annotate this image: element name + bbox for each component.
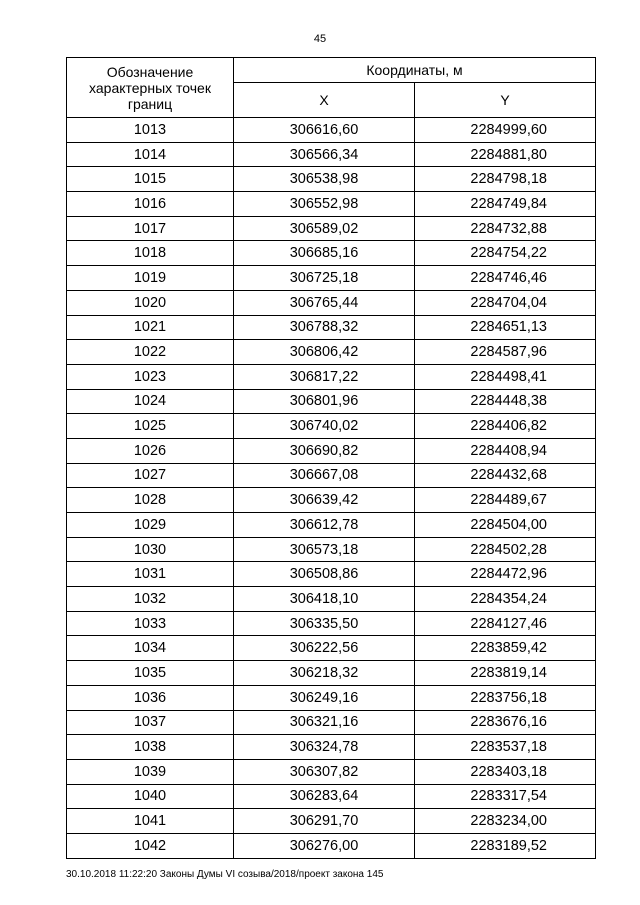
x-coordinate-cell: 306307,82 [234,759,415,784]
table-row [67,438,596,463]
point-id-cell: 1038 [67,735,234,760]
point-id-cell: 1027 [67,463,234,488]
table-row [67,587,596,612]
x-coordinate-cell: 306788,32 [234,315,415,340]
point-id-cell: 1013 [67,118,234,143]
table-row [67,488,596,513]
y-coordinate-cell: 2284587,96 [415,340,596,365]
y-coordinate-cell: 2283859,42 [415,636,596,661]
y-coordinate-cell: 2284406,82 [415,414,596,439]
y-coordinate-cell: 2283537,18 [415,735,596,760]
y-coordinate-cell: 2283317,54 [415,784,596,809]
x-coordinate-cell: 306612,78 [234,513,415,538]
table-row [67,537,596,562]
point-id-cell: 1020 [67,290,234,315]
x-coordinate-cell: 306725,18 [234,266,415,291]
table-row [67,759,596,784]
y-coordinate-cell: 2284732,88 [415,216,596,241]
point-id-cell: 1031 [67,562,234,587]
y-coordinate-cell: 2284749,84 [415,192,596,217]
x-coordinate-cell: 306801,96 [234,389,415,414]
y-coordinate-cell: 2284704,04 [415,290,596,315]
x-coordinate-cell: 306740,02 [234,414,415,439]
x-coordinate-cell: 306566,34 [234,142,415,167]
y-coordinate-cell: 2283676,16 [415,710,596,735]
coordinates-table [66,57,596,859]
point-id-cell: 1016 [67,192,234,217]
table-row [67,710,596,735]
point-id-cell: 1042 [67,833,234,858]
point-id-cell: 1014 [67,142,234,167]
footer-note: 30.10.2018 11:22:20 Законы Думы VI созыва/2018/проект закона 145 [66,869,384,880]
point-id-cell: 1015 [67,167,234,192]
y-coordinate-cell: 2284432,68 [415,463,596,488]
y-coordinate-cell: 2284354,24 [415,587,596,612]
table-row [67,784,596,809]
point-id-cell: 1032 [67,587,234,612]
point-id-cell: 1024 [67,389,234,414]
y-coordinate-cell: 2284489,67 [415,488,596,513]
y-coordinate-cell: 2283819,14 [415,661,596,686]
x-coordinate-cell: 306324,78 [234,735,415,760]
y-coordinate-cell: 2283756,18 [415,685,596,710]
header-y: Y [415,83,596,118]
point-id-cell: 1029 [67,513,234,538]
header-point-label: Обозначение характерных точек границ [67,58,234,118]
x-coordinate-cell: 306321,16 [234,710,415,735]
y-coordinate-cell: 2284999,60 [415,118,596,143]
table-row [67,636,596,661]
table-row [67,414,596,439]
y-coordinate-cell: 2284504,00 [415,513,596,538]
table-row [67,266,596,291]
x-coordinate-cell: 306667,08 [234,463,415,488]
y-coordinate-cell: 2283403,18 [415,759,596,784]
x-coordinate-cell: 306283,64 [234,784,415,809]
y-coordinate-cell: 2284651,13 [415,315,596,340]
table-row [67,513,596,538]
point-id-cell: 1033 [67,611,234,636]
table-row [67,118,596,143]
x-coordinate-cell: 306639,42 [234,488,415,513]
x-coordinate-cell: 306418,10 [234,587,415,612]
table-row [67,364,596,389]
table-row [67,192,596,217]
x-coordinate-cell: 306552,98 [234,192,415,217]
y-coordinate-cell: 2284127,46 [415,611,596,636]
table-row [67,290,596,315]
table-row [67,809,596,834]
y-coordinate-cell: 2283189,52 [415,833,596,858]
x-coordinate-cell: 306222,56 [234,636,415,661]
point-id-cell: 1030 [67,537,234,562]
table-row [67,735,596,760]
table-row [67,463,596,488]
table-row [67,685,596,710]
point-id-cell: 1023 [67,364,234,389]
header-x: X [234,83,415,118]
point-id-cell: 1022 [67,340,234,365]
table-row [67,389,596,414]
table-row [67,315,596,340]
table-header [67,58,596,118]
x-coordinate-cell: 306538,98 [234,167,415,192]
table-row [67,833,596,858]
point-id-cell: 1040 [67,784,234,809]
y-coordinate-cell: 2284408,94 [415,438,596,463]
x-coordinate-cell: 306291,70 [234,809,415,834]
point-id-cell: 1035 [67,661,234,686]
point-id-cell: 1028 [67,488,234,513]
y-coordinate-cell: 2284746,46 [415,266,596,291]
x-coordinate-cell: 306218,32 [234,661,415,686]
point-id-cell: 1041 [67,809,234,834]
y-coordinate-cell: 2284448,38 [415,389,596,414]
point-id-cell: 1034 [67,636,234,661]
page-number: 45 [313,33,327,45]
table-row [67,661,596,686]
point-id-cell: 1019 [67,266,234,291]
y-coordinate-cell: 2284881,80 [415,142,596,167]
y-coordinate-cell: 2284498,41 [415,364,596,389]
point-id-cell: 1036 [67,685,234,710]
header-coordinates: Координаты, м [234,58,596,83]
x-coordinate-cell: 306690,82 [234,438,415,463]
table-row [67,167,596,192]
table-row [67,241,596,266]
x-coordinate-cell: 306817,22 [234,364,415,389]
y-coordinate-cell: 2284502,28 [415,537,596,562]
point-id-cell: 1021 [67,315,234,340]
x-coordinate-cell: 306573,18 [234,537,415,562]
point-id-cell: 1025 [67,414,234,439]
x-coordinate-cell: 306616,60 [234,118,415,143]
x-coordinate-cell: 306276,00 [234,833,415,858]
x-coordinate-cell: 306335,50 [234,611,415,636]
table-row [67,340,596,365]
point-id-cell: 1017 [67,216,234,241]
y-coordinate-cell: 2284754,22 [415,241,596,266]
table-row [67,216,596,241]
y-coordinate-cell: 2284472,96 [415,562,596,587]
point-id-cell: 1037 [67,710,234,735]
x-coordinate-cell: 306589,02 [234,216,415,241]
x-coordinate-cell: 306685,16 [234,241,415,266]
y-coordinate-cell: 2283234,00 [415,809,596,834]
table-row [67,562,596,587]
x-coordinate-cell: 306249,16 [234,685,415,710]
point-id-cell: 1039 [67,759,234,784]
y-coordinate-cell: 2284798,18 [415,167,596,192]
table-row [67,611,596,636]
x-coordinate-cell: 306508,86 [234,562,415,587]
point-id-cell: 1026 [67,438,234,463]
table-body [67,118,596,859]
point-id-cell: 1018 [67,241,234,266]
x-coordinate-cell: 306806,42 [234,340,415,365]
x-coordinate-cell: 306765,44 [234,290,415,315]
table-row [67,142,596,167]
